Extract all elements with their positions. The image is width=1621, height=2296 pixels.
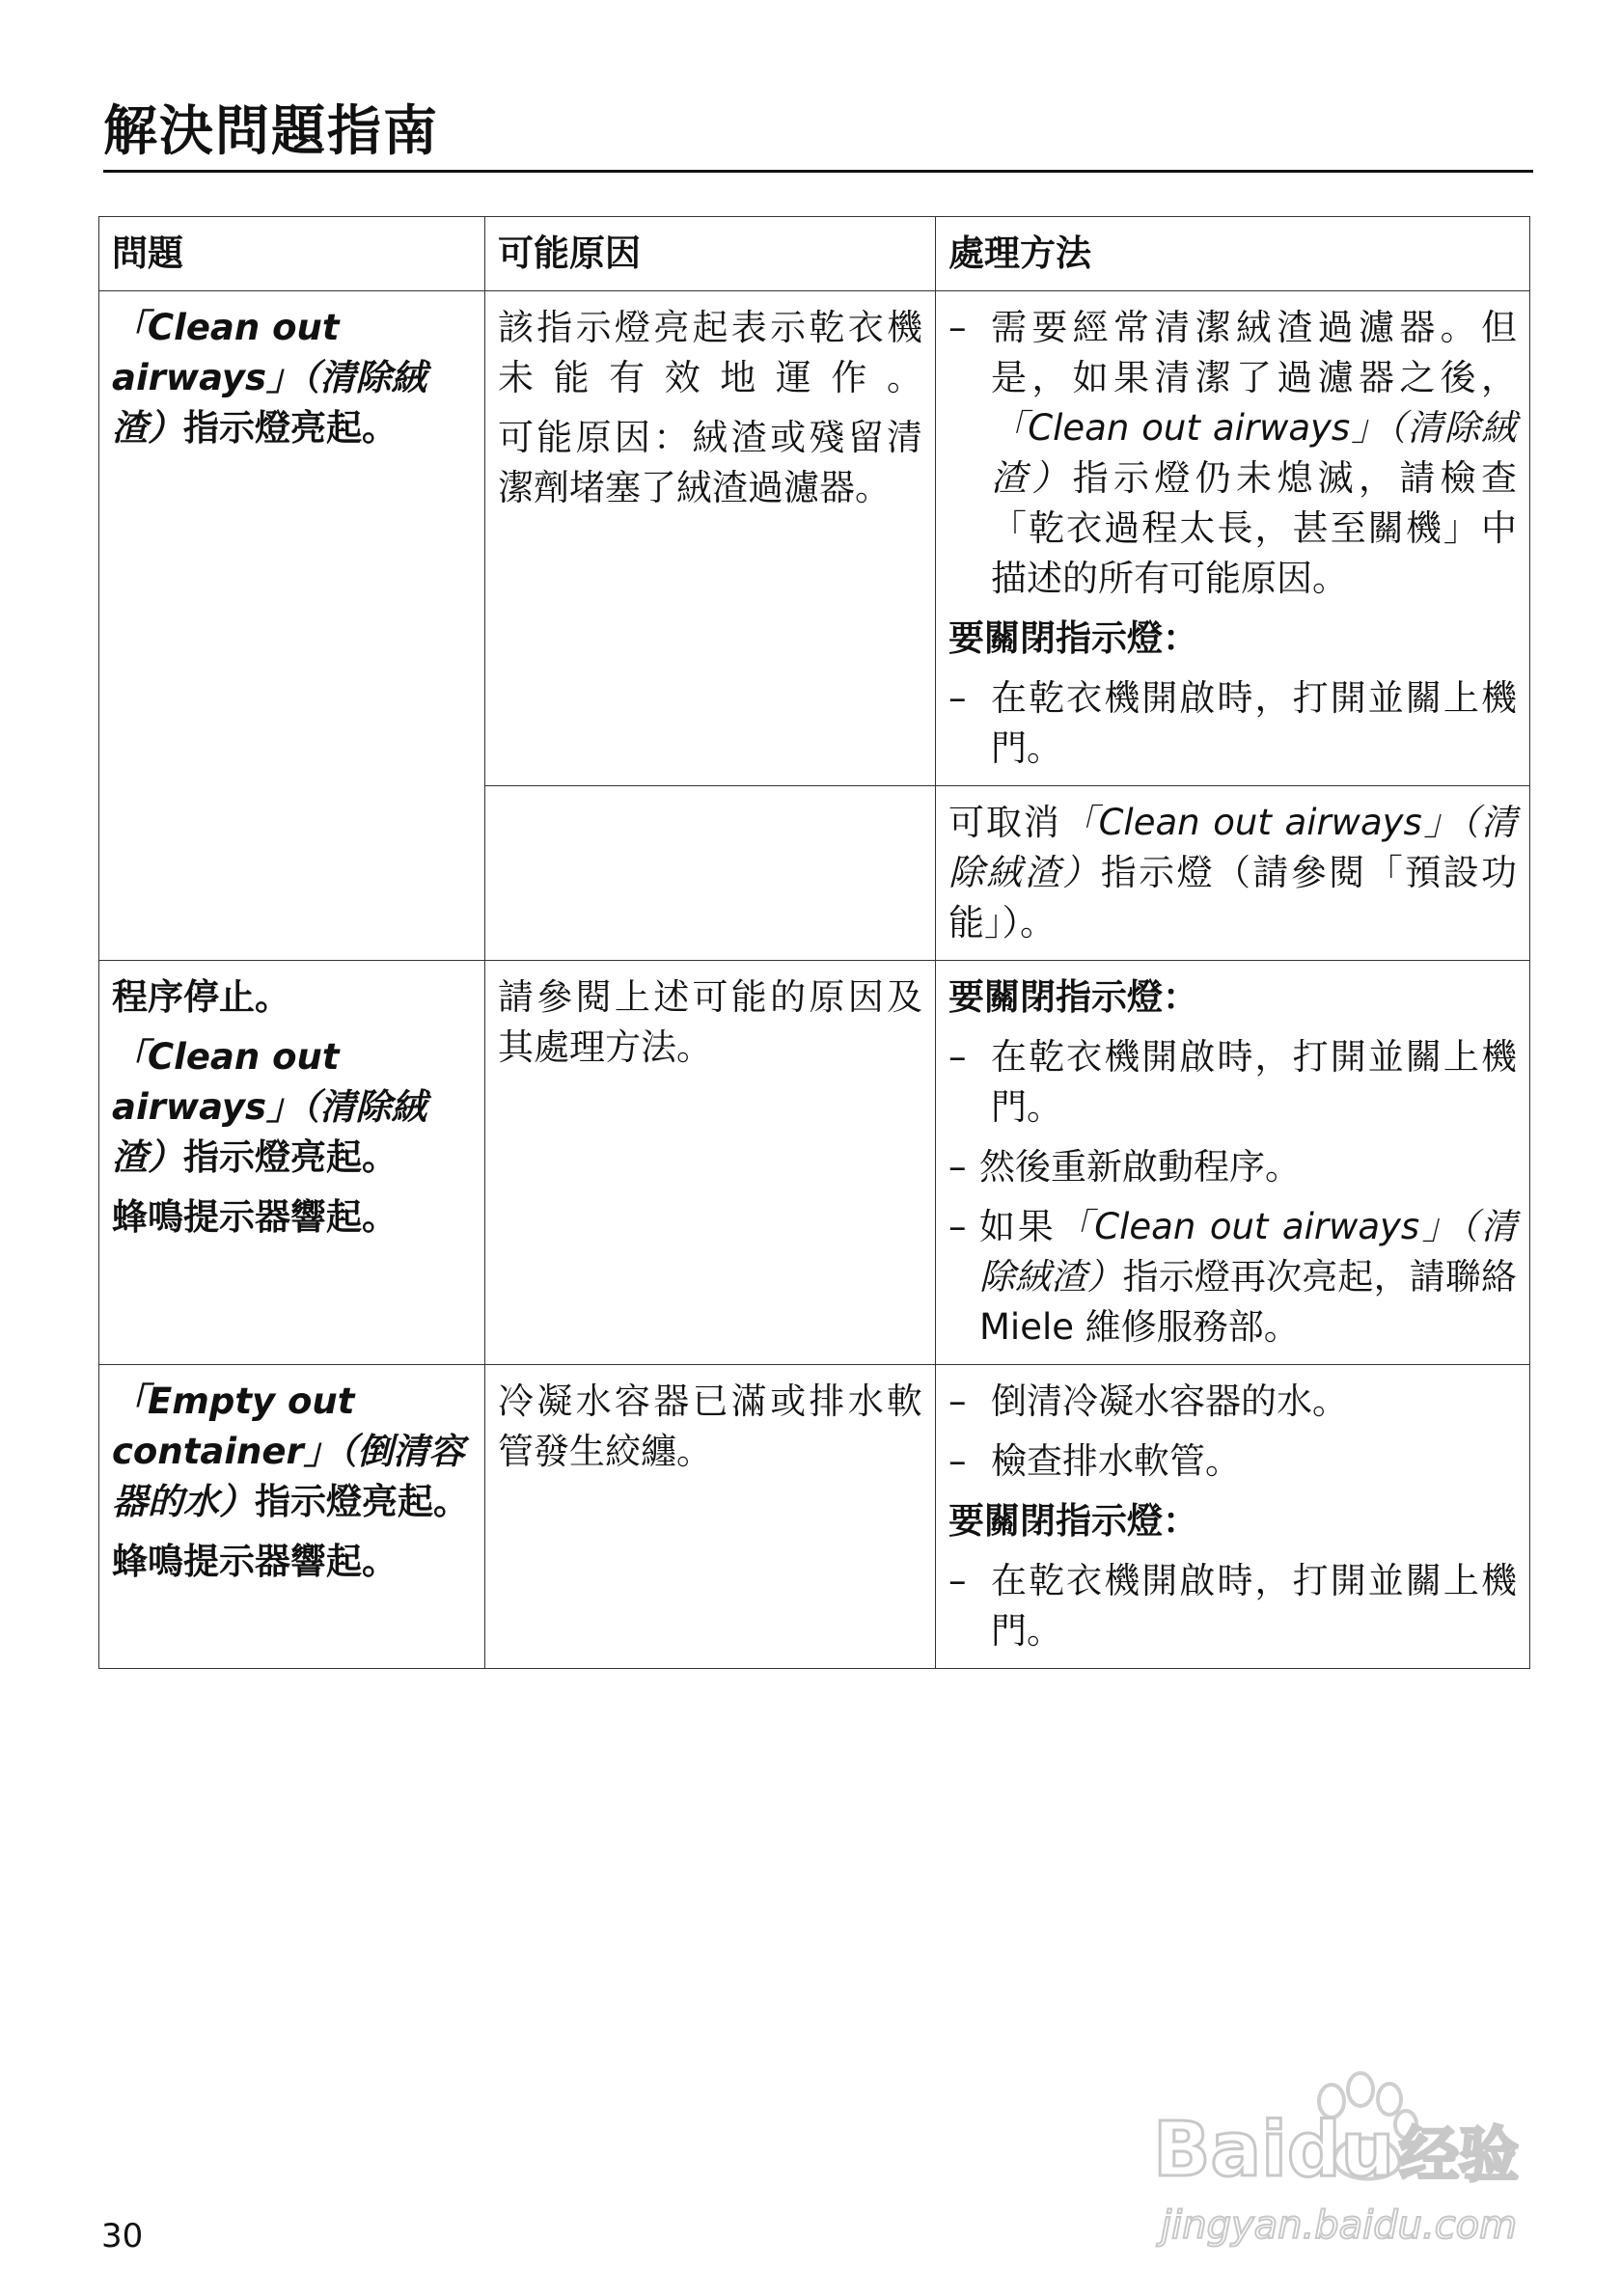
table-row — [99, 961, 1530, 1365]
dash-mark: – — [948, 1036, 967, 1078]
remedy-item — [948, 1202, 1517, 1353]
remedy-text — [979, 1202, 1517, 1353]
cause-cell-empty — [485, 786, 936, 961]
remedy-heading: 要關閉指示燈： — [948, 1500, 1198, 1542]
dash-mark: – — [948, 307, 967, 348]
remedy-text: 在乾衣機開啟時，打開並關上機門。 — [991, 1036, 1517, 1128]
problem-tail: 指示燈亮起。 — [183, 1136, 398, 1178]
title-rule — [103, 170, 1533, 173]
cause-paragraph: 冷凝水容器已滿或排水軟管發生絞纏。 — [498, 1380, 922, 1472]
page-number: 30 — [101, 2217, 144, 2255]
problem-text — [112, 1032, 472, 1183]
problem-tail: 指示燈亮起。 — [183, 407, 398, 449]
problem-tail: 指示燈亮起。 — [255, 1481, 469, 1522]
remedy-cell — [936, 961, 1530, 1365]
dash-mark: – — [948, 1380, 967, 1422]
cause-cell — [485, 291, 936, 786]
header-remedy: 處理方法 — [936, 217, 1530, 291]
problem-text — [112, 1377, 472, 1527]
remedy-heading: 要關閉指示燈： — [948, 976, 1198, 1018]
remedy-item — [948, 303, 1517, 604]
watermark-suffix: 经验 — [1399, 2119, 1520, 2190]
dash-mark: – — [948, 1560, 967, 1601]
header-cause: 可能原因 — [485, 217, 936, 291]
remedy-text-part: 需要經常清潔絨渣過濾器。但是，如果清潔了過濾器之後， — [991, 307, 1517, 398]
remedy-cell — [936, 1365, 1530, 1669]
indicator-name: 「Clean out airways」（清除絨渣） — [112, 307, 427, 449]
remedy-text: 在乾衣機開啟時，打開並關上機門。 — [991, 677, 1517, 769]
remedy-cell — [936, 786, 1530, 961]
problem-text — [112, 303, 472, 453]
table-row — [99, 1365, 1530, 1669]
problem-text: 蜂鳴提示器響起。 — [112, 1196, 398, 1238]
cause-cell — [485, 961, 936, 1365]
problem-text: 蜂鳴提示器響起。 — [112, 1541, 398, 1582]
indicator-name: 「Clean out airways」（清除絨渣） — [979, 1206, 1517, 1298]
remedy-text-part: 如果 — [979, 1206, 1057, 1247]
remedy-cell — [936, 291, 1530, 786]
cause-cell — [485, 1365, 936, 1669]
remedy-text: 檢查排水軟管。 — [991, 1440, 1241, 1482]
problem-cell — [99, 291, 485, 961]
remedy-item — [948, 1556, 1517, 1656]
cause-paragraph: 可能原因：絨渣或殘留清潔劑堵塞了絨渣過濾器。 — [498, 417, 922, 508]
remedy-text-part: 指示燈仍未熄滅，請檢查「乾衣過程太長，甚至關機」中描述的所有可能原因。 — [991, 457, 1518, 599]
troubleshooting-table — [98, 216, 1530, 1669]
watermark-url: jingyan.baidu.com — [1161, 2203, 1518, 2248]
remedy-note — [948, 798, 1517, 948]
remedy-item — [948, 673, 1517, 774]
header-problem: 問題 — [99, 217, 485, 291]
remedy-text — [991, 303, 1517, 604]
dash-mark: – — [948, 677, 967, 719]
indicator-name: 「Clean out airways」（清除絨渣） — [991, 407, 1517, 499]
remedy-item — [948, 1377, 1517, 1427]
dash-mark: – — [948, 1440, 967, 1482]
indicator-name: 「Clean out airways」（清除絨渣） — [948, 802, 1517, 893]
remedy-text: 然後重新啟動程序。 — [979, 1146, 1301, 1188]
remedy-heading: 要關閉指示燈： — [948, 617, 1198, 659]
table-row — [99, 291, 1530, 786]
indicator-name: 「Empty out container」（倒清容器的水） — [112, 1380, 465, 1522]
remedy-text-part: 可取消 — [948, 802, 1061, 843]
problem-text: 程序停止。 — [112, 976, 290, 1018]
problem-cell — [99, 1365, 485, 1669]
remedy-item — [948, 1436, 1517, 1487]
watermark-brand: Baidu — [1153, 2107, 1395, 2194]
dash-mark: – — [948, 1206, 967, 1247]
cause-paragraph: 該指示燈亮起表示乾衣機未能有效地運作。 — [498, 307, 922, 398]
table-header-row — [99, 217, 1530, 291]
remedy-text-part: 指示燈再次亮起，請聯絡 Miele 維修服務部。 — [979, 1256, 1518, 1348]
indicator-name: 「Clean out airways」（清除絨渣） — [112, 1036, 427, 1178]
remedy-item — [948, 1142, 1517, 1192]
remedy-item — [948, 1032, 1517, 1133]
baidu-watermark-logo — [1153, 2055, 1558, 2257]
cause-paragraph: 請參閱上述可能的原因及其處理方法。 — [498, 976, 922, 1068]
page-title: 解決問題指南 — [103, 100, 439, 163]
dash-mark: – — [948, 1146, 967, 1188]
remedy-text: 在乾衣機開啟時，打開並關上機門。 — [991, 1560, 1517, 1652]
remedy-text-part: 指示燈（請參閱「預設功能」）。 — [948, 852, 1518, 943]
remedy-text: 倒清冷凝水容器的水。 — [991, 1380, 1348, 1422]
problem-cell — [99, 961, 485, 1365]
